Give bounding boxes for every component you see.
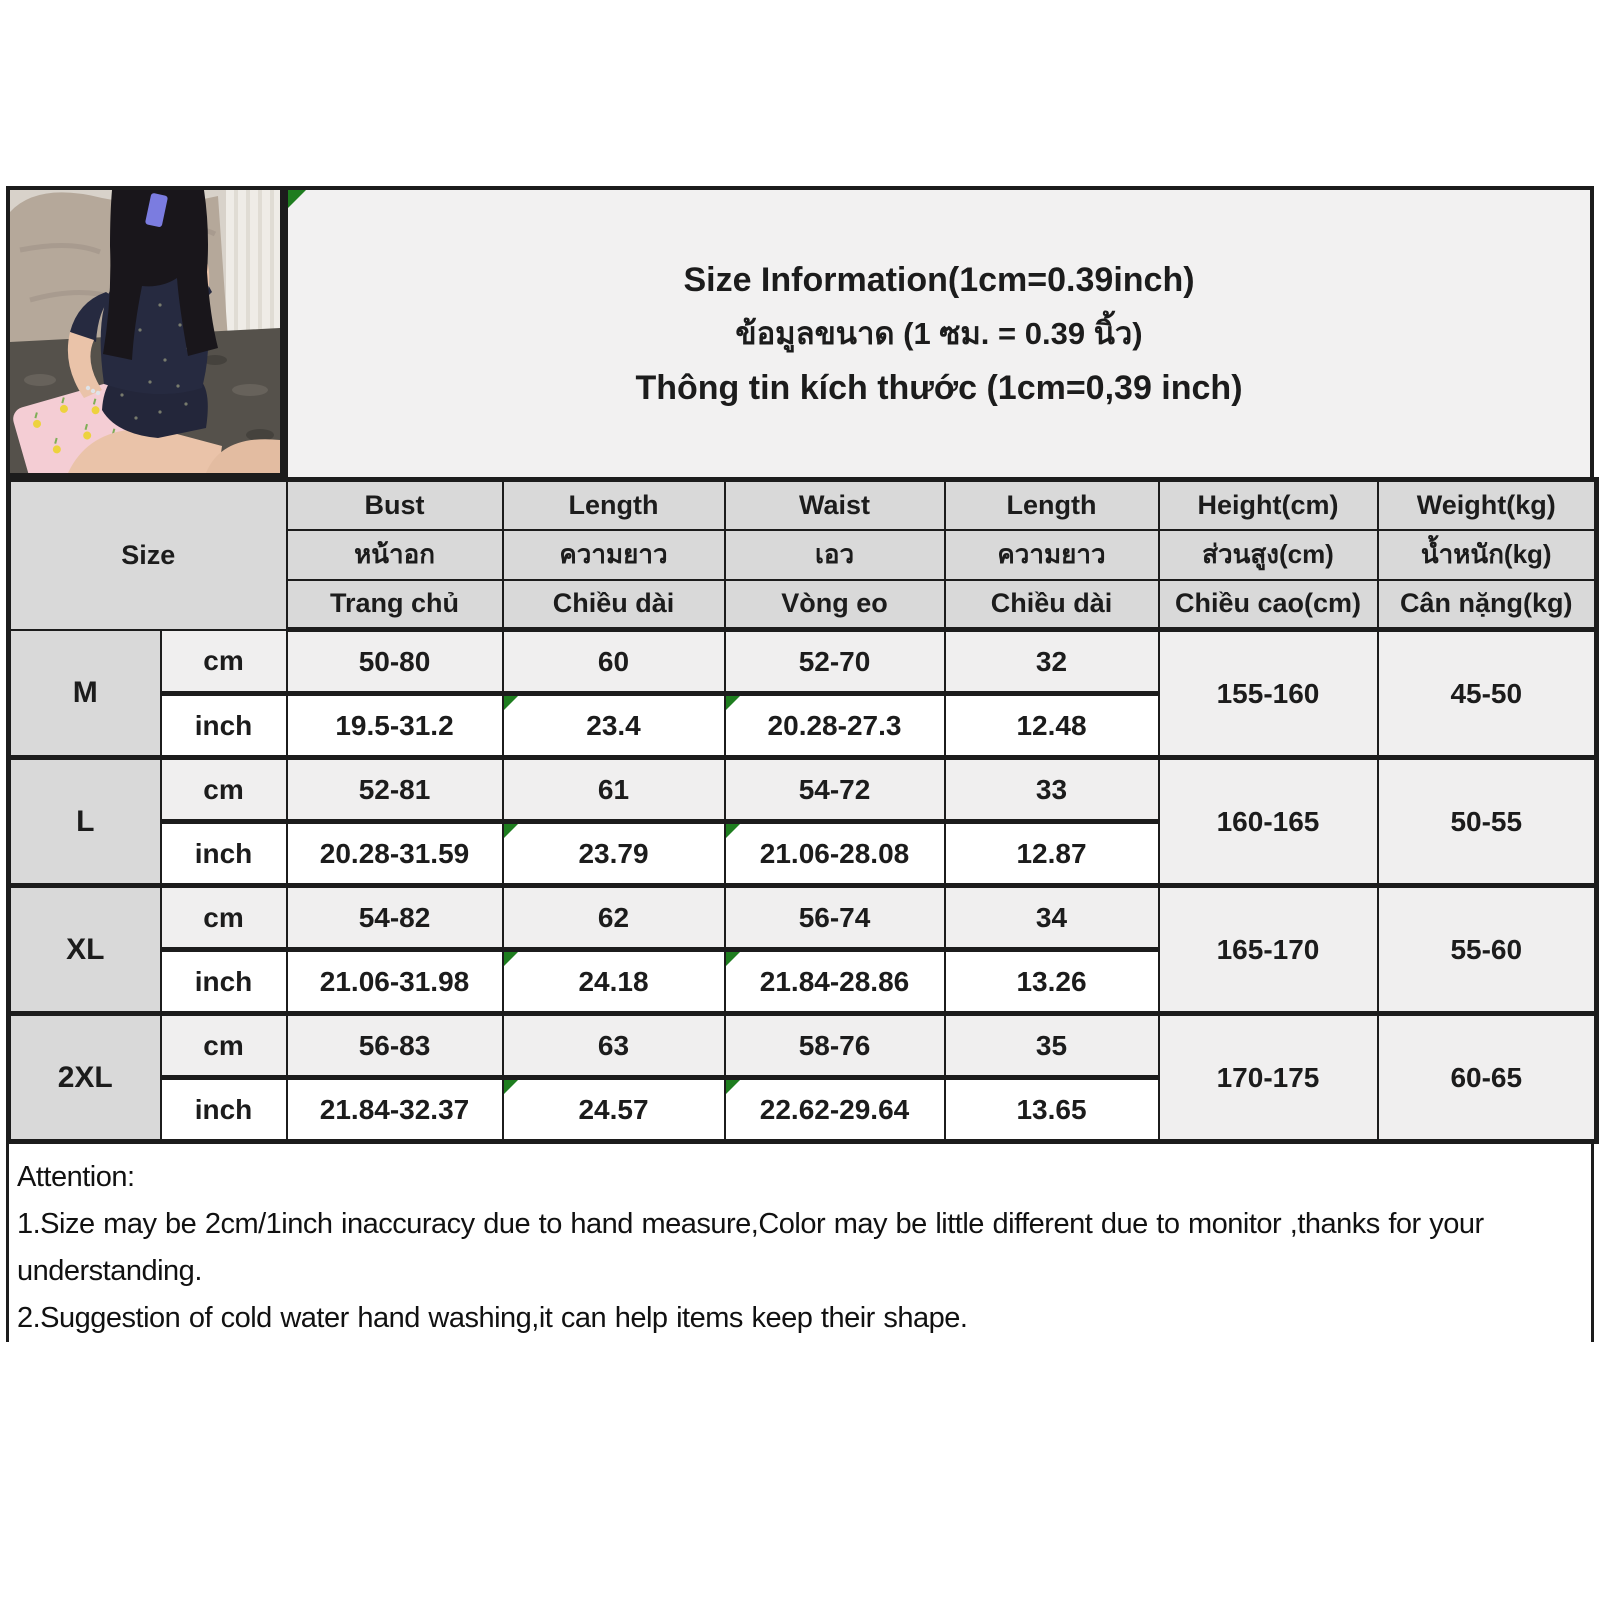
cell-length2-cm: 34: [945, 886, 1159, 950]
cell-waist-inch: 21.06-28.08: [725, 822, 945, 886]
row-l-cm: [9, 758, 1597, 822]
cell-length1-cm: 63: [503, 1014, 725, 1078]
top-section: [6, 186, 1594, 477]
header-bust-th: หน้าอก: [287, 530, 503, 580]
row-xl-cm: [9, 886, 1597, 950]
cell-weight: 55-60: [1378, 886, 1597, 1014]
cell-length2-inch: 12.87: [945, 822, 1159, 886]
cell-waist-cm: 56-74: [725, 886, 945, 950]
size-table: [6, 477, 1599, 1144]
cell-waist-inch: 22.62-29.64: [725, 1078, 945, 1142]
header-weight-en: Weight(kg): [1378, 480, 1597, 530]
header-row-en: [9, 480, 1597, 530]
header-length2-th: ความยาว: [945, 530, 1159, 580]
header-height-vi: Chiều cao(cm): [1159, 580, 1378, 630]
cell-waist-inch: 20.28-27.3: [725, 694, 945, 758]
header-waist-vi: Vòng eo: [725, 580, 945, 630]
cell-length1-inch: 23.79: [503, 822, 725, 886]
cell-weight: 45-50: [1378, 630, 1597, 758]
size-info-title-en: Size Information(1cm=0.39inch): [683, 260, 1195, 299]
header-height-en: Height(cm): [1159, 480, 1378, 530]
header-waist-en: Waist: [725, 480, 945, 530]
cell-length2-inch: 13.26: [945, 950, 1159, 1014]
cell-bust-inch: 21.84-32.37: [287, 1078, 503, 1142]
pajama-model-illustration: [10, 190, 280, 473]
cell-bust-cm: 56-83: [287, 1014, 503, 1078]
attention-line-2: 2.Suggestion of cold water hand washing,it can help items keep their shape.: [17, 1302, 968, 1334]
header-length2-en: Length: [945, 480, 1159, 530]
unit-cell: inch: [161, 694, 287, 758]
header-length1-vi: Chiều dài: [503, 580, 725, 630]
header-weight-th: น้ำหนัก(kg): [1378, 530, 1597, 580]
cell-length1-inch: 24.57: [503, 1078, 725, 1142]
header-bust-en: Bust: [287, 480, 503, 530]
attention-notes: [6, 1144, 1594, 1342]
size-info-title-vi: Thông tin kích thước (1cm=0,39 inch): [635, 368, 1243, 407]
cell-waist-cm: 58-76: [725, 1014, 945, 1078]
size-cell-xl: XL: [9, 886, 161, 1014]
attention-line-1: 1.Size may be 2cm/1inch inaccuracy due to hand measure,Color may be little different due to monitor ,thanks for your understanding.: [17, 1208, 1484, 1287]
cell-length1-inch: 24.18: [503, 950, 725, 1014]
size-chart-sheet: [6, 186, 1594, 1342]
unit-cell: cm: [161, 758, 287, 822]
cell-length2-cm: 32: [945, 630, 1159, 694]
cell-length1-cm: 61: [503, 758, 725, 822]
cell-weight: 60-65: [1378, 1014, 1597, 1142]
header-weight-vi: Cân nặng(kg): [1378, 580, 1597, 630]
cell-waist-cm: 52-70: [725, 630, 945, 694]
header-bust-vi: Trang chủ: [287, 580, 503, 630]
cell-weight: 50-55: [1378, 758, 1597, 886]
product-photo: [6, 186, 284, 477]
cell-length2-inch: 13.65: [945, 1078, 1159, 1142]
cell-bust-inch: 21.06-31.98: [287, 950, 503, 1014]
header-length1-en: Length: [503, 480, 725, 530]
size-info-title-th: ข้อมูลขนาด (1 ซม. = 0.39 นิ้ว): [735, 315, 1143, 351]
cell-waist-cm: 54-72: [725, 758, 945, 822]
unit-cell: inch: [161, 950, 287, 1014]
cell-height: 170-175: [1159, 1014, 1378, 1142]
size-column-header: Size: [9, 480, 287, 630]
cell-length2-cm: 33: [945, 758, 1159, 822]
cell-length1-inch: 23.4: [503, 694, 725, 758]
cell-bust-cm: 52-81: [287, 758, 503, 822]
unit-cell: cm: [161, 886, 287, 950]
unit-cell: cm: [161, 630, 287, 694]
cell-height: 165-170: [1159, 886, 1378, 1014]
cell-length1-cm: 62: [503, 886, 725, 950]
cell-height: 160-165: [1159, 758, 1378, 886]
cell-flag-icon: [288, 190, 306, 208]
header-length1-th: ความยาว: [503, 530, 725, 580]
attention-title: Attention:: [17, 1161, 135, 1193]
cell-bust-inch: 20.28-31.59: [287, 822, 503, 886]
header-length2-vi: Chiều dài: [945, 580, 1159, 630]
cell-length1-cm: 60: [503, 630, 725, 694]
cell-bust-cm: 54-82: [287, 886, 503, 950]
header-waist-th: เอว: [725, 530, 945, 580]
cell-bust-cm: 50-80: [287, 630, 503, 694]
size-cell-2xl: 2XL: [9, 1014, 161, 1142]
unit-cell: inch: [161, 822, 287, 886]
title-block: [284, 186, 1594, 477]
cell-bust-inch: 19.5-31.2: [287, 694, 503, 758]
unit-cell: inch: [161, 1078, 287, 1142]
header-height-th: ส่วนสูง(cm): [1159, 530, 1378, 580]
unit-cell: cm: [161, 1014, 287, 1078]
cell-height: 155-160: [1159, 630, 1378, 758]
size-cell-m: M: [9, 630, 161, 758]
cell-length2-inch: 12.48: [945, 694, 1159, 758]
size-cell-l: L: [9, 758, 161, 886]
cell-waist-inch: 21.84-28.86: [725, 950, 945, 1014]
row-2xl-cm: [9, 1014, 1597, 1078]
cell-length2-cm: 35: [945, 1014, 1159, 1078]
row-m-cm: [9, 630, 1597, 694]
